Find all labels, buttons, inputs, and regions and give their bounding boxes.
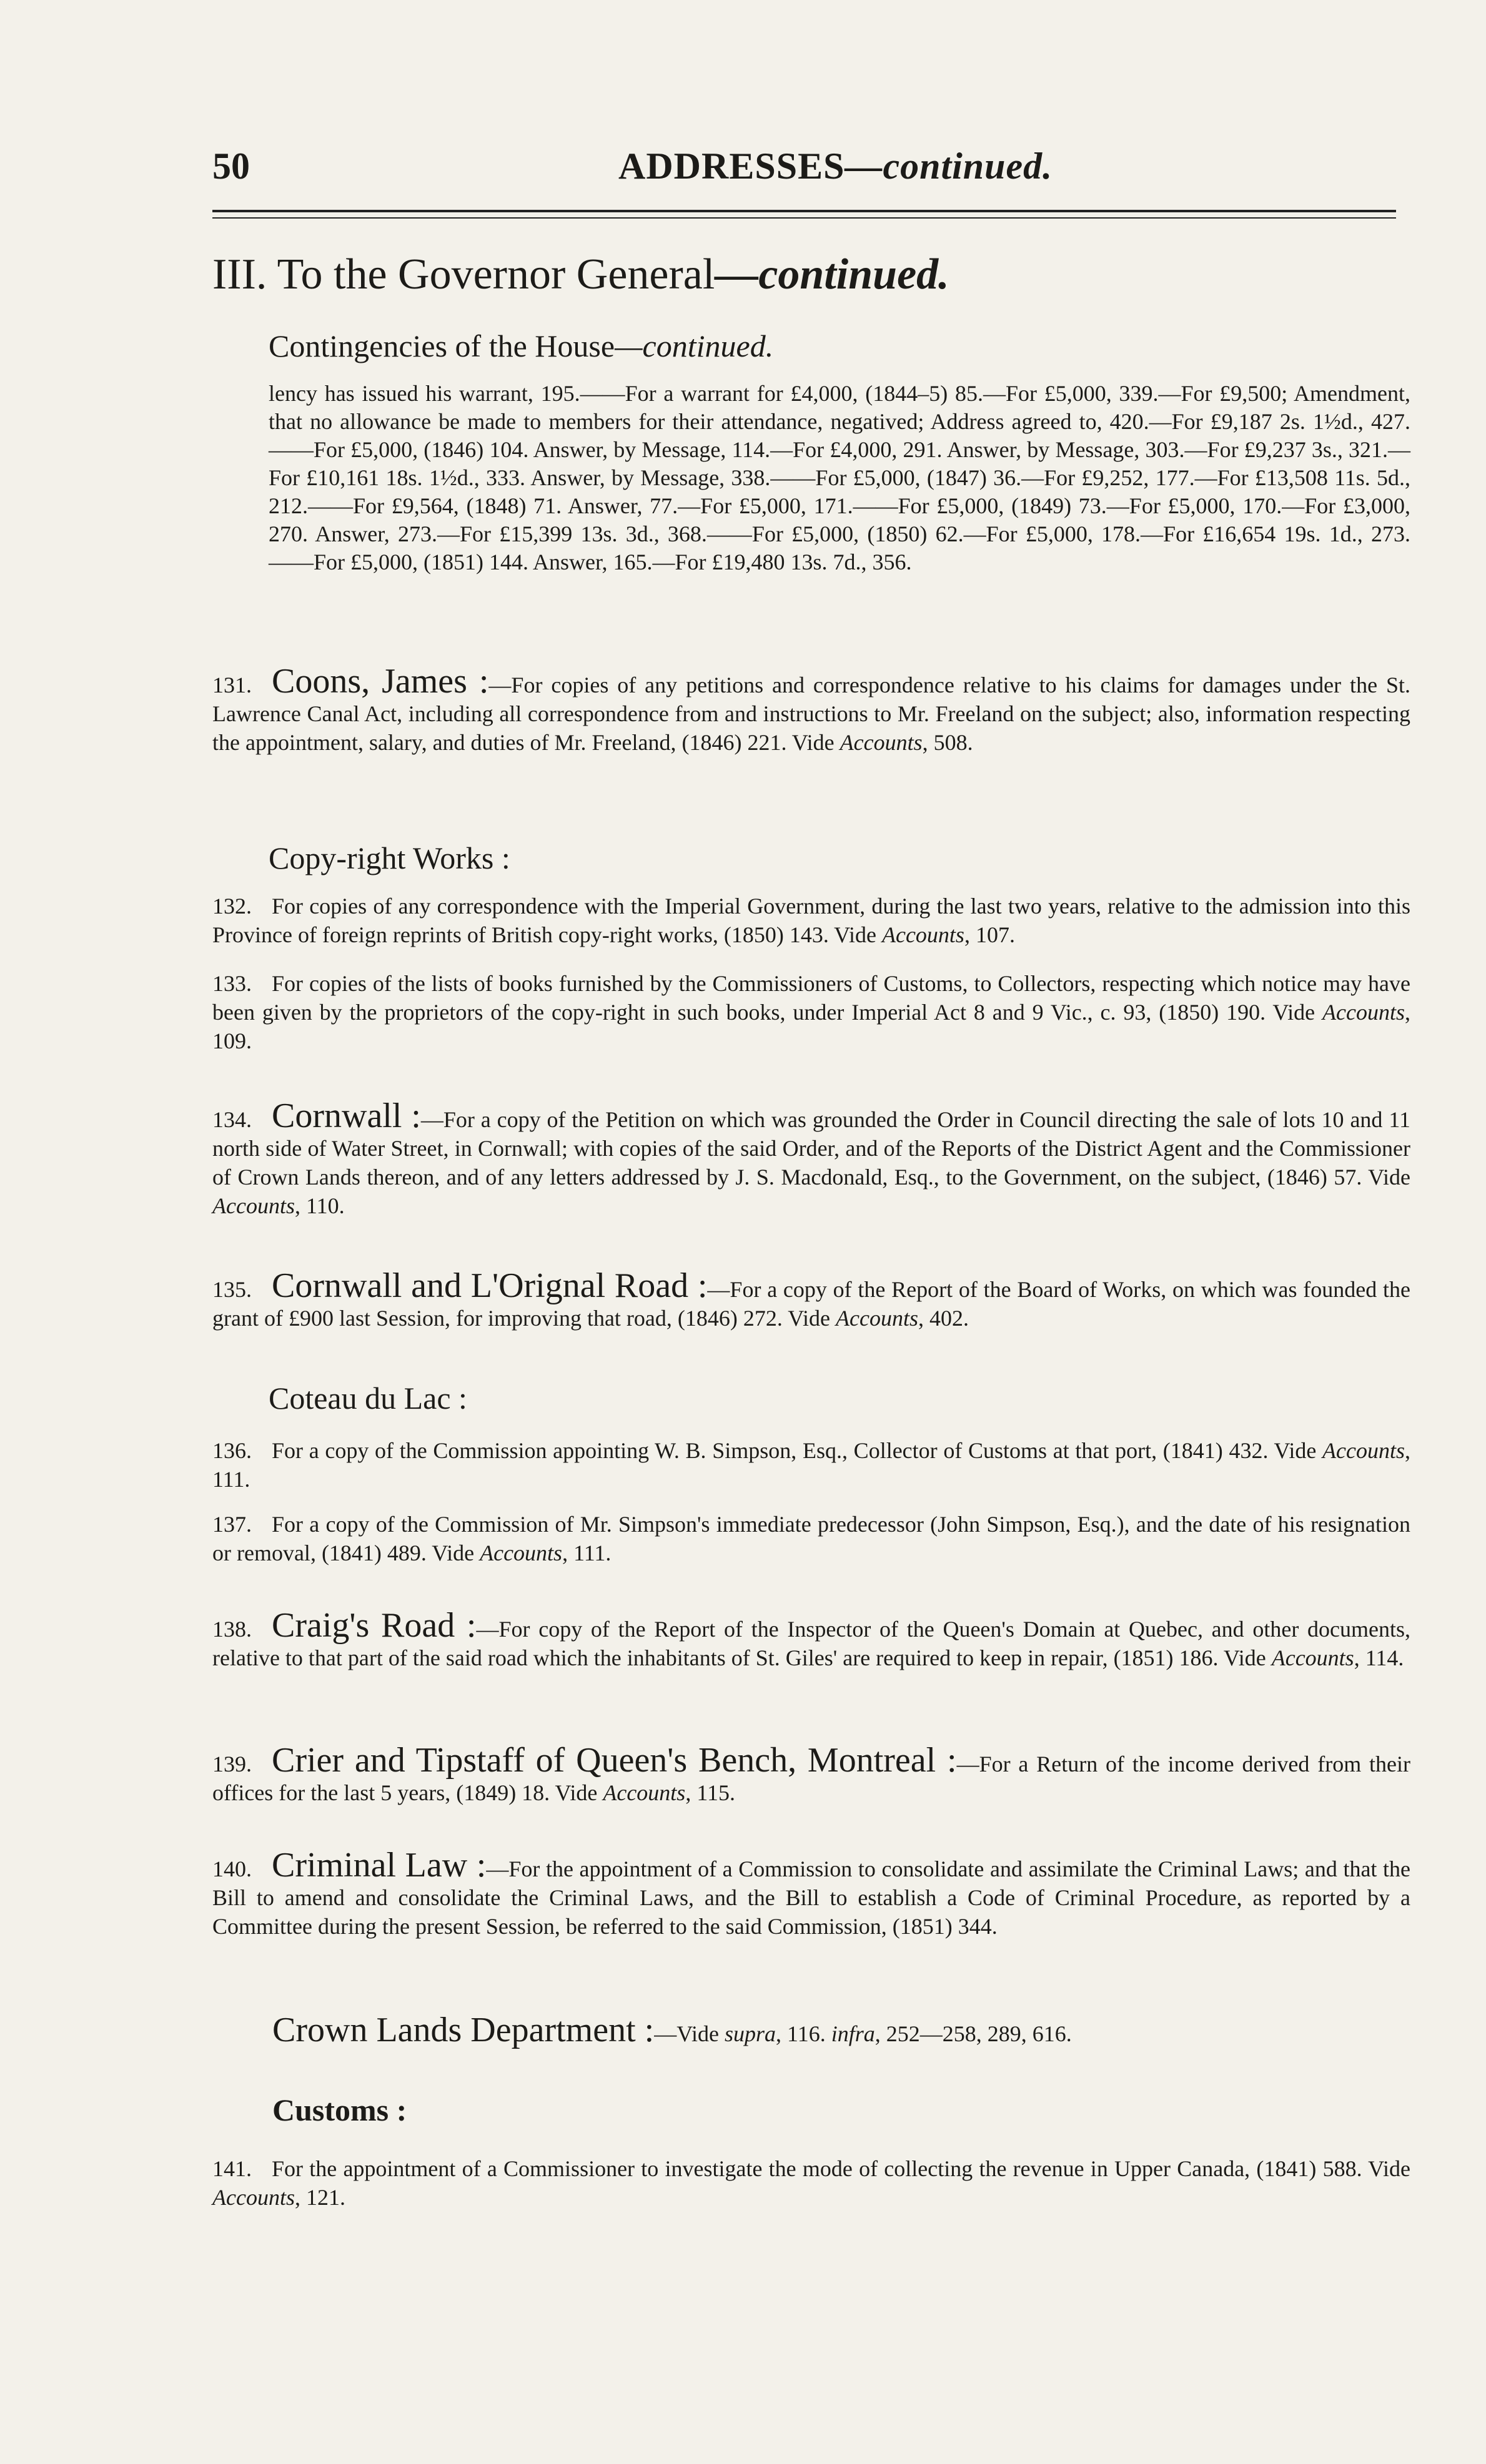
entry-heading: Criminal Law : bbox=[272, 1846, 487, 1885]
contingencies-paragraph: lency has issued his warrant, 195.——For a warrant for £4,000, (1844–5) 85.—For £5,000, 339.—For £9,500; Amendment, that no allowance be made to members for their attendance, negatived; Address agreed to, 420.—For £9,187 2s. 1½d., 427.——For £5,000, (1846) 104. Answer, by Message, 114.—For £4,000, 291. Answer, by Message, 303.—For £9,237 3s., 321.—For £10,161 18s. 1½d., 333. Answer, by Message, 338.——For £5,000, (1847) 36.—For £9,252, 177.—For £13,508 11s. 5d., 212.——For £9,564, (1848) 71. Answer, 77.—For £5,000, 171.——For £5,000, (1849) 73.—For £5,000, 170.—For £3,000, 270. Answer, 273.—For £15,399 13s. 3d., 368.——For £5,000, (1850) 62.—For £5,000, 178.—For £16,654 19s. 1d., 273.——For £5,000, (1851) 144. Answer, 165.—For £19,480 13s. 7d., 356. bbox=[269, 381, 1410, 574]
header-rule-thin bbox=[212, 217, 1396, 219]
entry-number: 133. bbox=[212, 971, 252, 996]
subheading-customs: Customs : bbox=[272, 2092, 407, 2127]
entry-heading: Crown Lands Department : bbox=[272, 2011, 655, 2049]
entry-139: 139. Crier and Tipstaff of Queen's Bench, Montreal :—For a Return of the income derived from their offices for the last 5 years, (1849) 18. Vide Accounts, 115. bbox=[212, 1741, 1410, 1805]
header-rule bbox=[212, 210, 1396, 212]
subheading-copyright: Copy-right Works : bbox=[269, 840, 510, 875]
entry-138: 138. Craig's Road :—For copy of the Report of the Inspector of the Queen's Domain at Quebec, and other documents, relative to that part of the said road which the inhabitants of St. Giles' are required to keep in repair, (1851) 186. Vide Accounts, 114. bbox=[212, 1606, 1411, 1670]
entry-number: 134. bbox=[212, 1107, 252, 1132]
entry-heading: Cornwall and L'Orignal Road : bbox=[272, 1266, 708, 1305]
page-number: 50 bbox=[212, 145, 250, 187]
entry-heading: Coons, James : bbox=[272, 662, 489, 701]
entry-136: 136. For a copy of the Commission appointing W. B. Simpson, Esq., Collector of Customs at that port, (1841) 432. Vide Accounts, 111. bbox=[212, 1436, 1410, 1494]
entry-number: 139. bbox=[212, 1752, 252, 1777]
entry-heading: Cornwall : bbox=[272, 1096, 421, 1135]
entry-number: 131. bbox=[212, 673, 252, 697]
entry-number: 132. bbox=[212, 894, 252, 919]
subheading-contingencies: Contingencies of the House—continued. bbox=[269, 328, 774, 363]
entry-135: 135. Cornwall and L'Orignal Road :—For a copy of the Report of the Board of Works, on which was founded the grant of £900 last Session, for improving that road, (1846) 272. Vide Accounts, 402. bbox=[212, 1266, 1410, 1331]
entry-heading: Craig's Road : bbox=[272, 1606, 477, 1645]
entry-number: 138. bbox=[212, 1617, 252, 1642]
entry-131: 131. Coons, James :—For copies of any petitions and correspondence relative to his claims for damages under the St. Lawrence Canal Act, including all correspondence from and instructions to Mr. Freeland on the subject; also, information respecting the appointment, salary, and duties of Mr. Freeland, (1846) 221. Vide Accounts, 508. bbox=[212, 662, 1410, 755]
entry-140: 140. Criminal Law :—For the appointment of a Commission to consolidate and assimilate the Criminal Laws; and that the Bill to amend and consolidate the Criminal Laws, and the Bill to establish a Code of Criminal Procedure, as reported by a Committee during the present Session, be referred to the said Commission, (1851) 344. bbox=[212, 1846, 1410, 1939]
entry-133: 133. For copies of the lists of books furnished by the Commissioners of Customs, to Collectors, respecting which notice may have been given by the proprietors of the copy-right in such books, under Imperial Act 8 and 9 Vic., c. 93, (1850) 190. Vide Accounts, 109. bbox=[212, 969, 1410, 1055]
entry-number: 140. bbox=[212, 1856, 252, 1881]
entry-134: 134. Cornwall :—For a copy of the Petition on which was grounded the Order in Council directing the sale of lots 10 and 11 north side of Water Street, in Cornwall; with copies of the said Order, and of the Reports of the District Agent and the Commissioner of Crown Lands thereon, and of any letters addressed by J. S. Macdonald, Esq., to the Government, on the subject, (1846) 57. Vide Accounts, 110. bbox=[212, 1096, 1410, 1218]
entry-132: 132. For copies of any correspondence with the Imperial Government, during the last two years, relative to the admission into this Province of foreign reprints of British copy-right works, (1850) 143. Vide Accounts, 107. bbox=[212, 892, 1410, 949]
entry-crown-lands: Crown Lands Department :—Vide supra, 116. infra, 252—258, 289, 616. bbox=[272, 2011, 1072, 2049]
entry-number: 141. bbox=[212, 2156, 252, 2181]
entry-137: 137. For a copy of the Commission of Mr. Simpson's immediate predecessor (John Simpson, Esq.), and the date of his resignation or removal, (1841) 489. Vide Accounts, 111. bbox=[212, 1510, 1410, 1567]
section-heading: III. To the Governor General—continued. bbox=[212, 250, 949, 298]
running-title: ADDRESSES—continued. bbox=[618, 145, 1053, 187]
entry-141: 141. For the appointment of a Commissioner to investigate the mode of collecting the revenue in Upper Canada, (1841) 588. Vide Accounts, 121. bbox=[212, 2154, 1410, 2212]
entry-number: 135. bbox=[212, 1277, 252, 1302]
entry-number: 137. bbox=[212, 1512, 252, 1537]
entry-heading: Crier and Tipstaff of Queen's Bench, Montreal : bbox=[272, 1741, 957, 1780]
entry-number: 136. bbox=[212, 1438, 252, 1463]
page-header bbox=[212, 145, 1399, 195]
subheading-coteau: Coteau du Lac : bbox=[269, 1381, 467, 1416]
